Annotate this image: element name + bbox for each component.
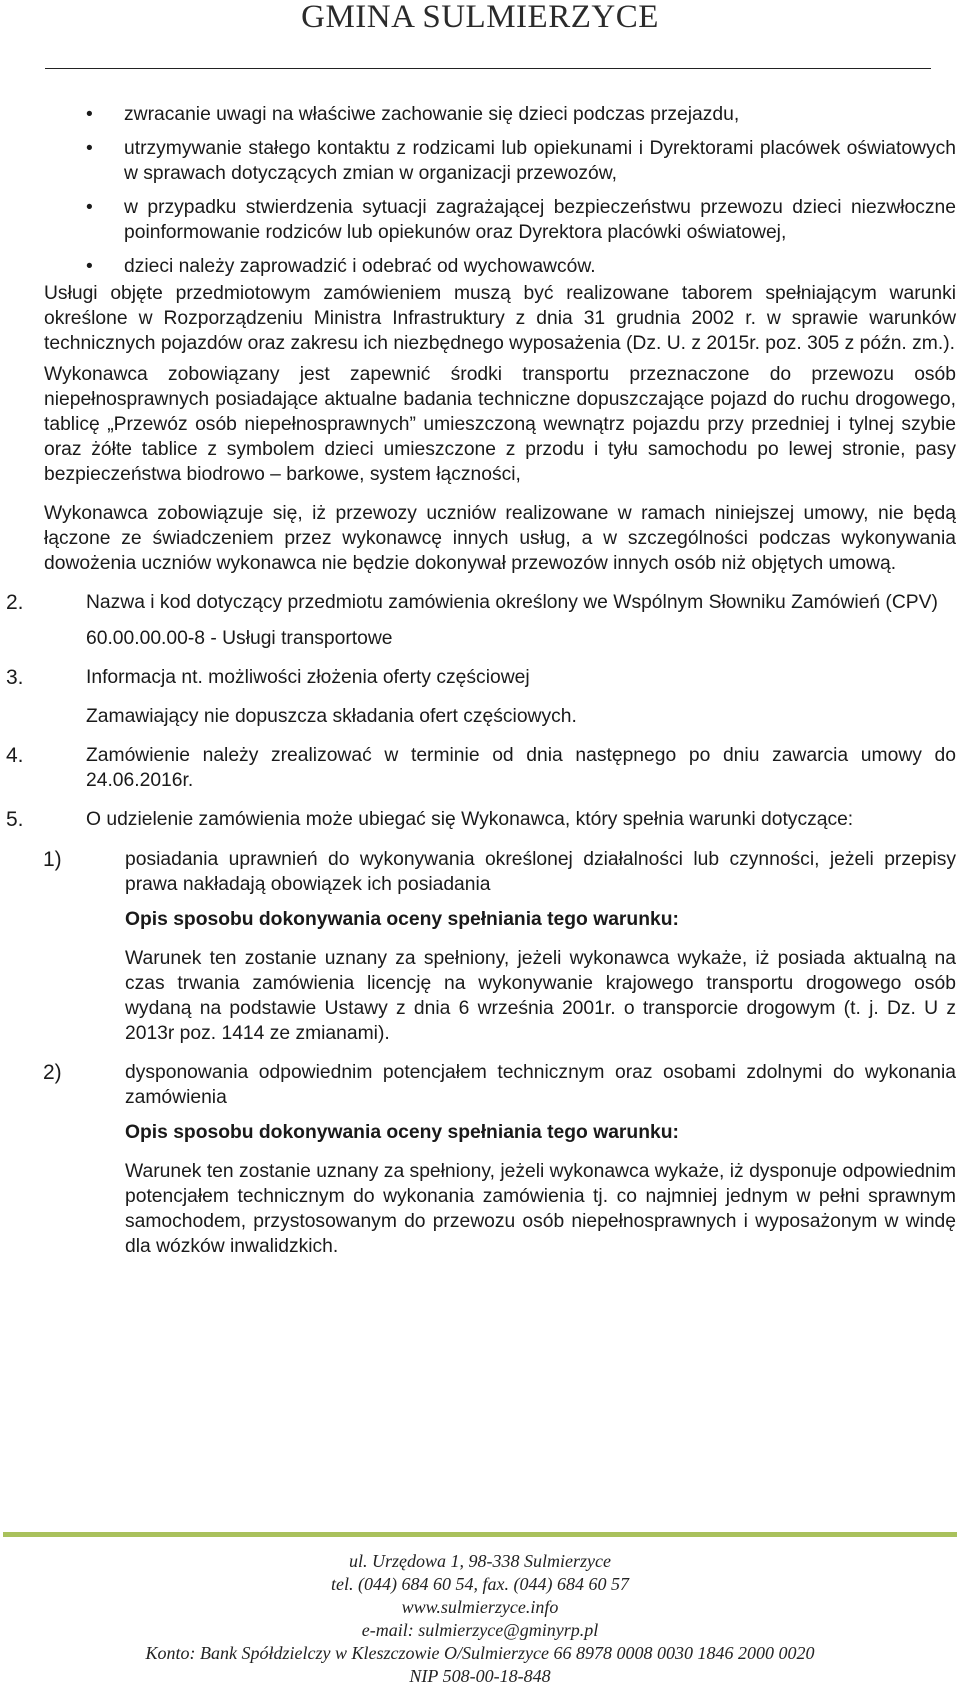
condition-2 [44,1060,956,1259]
list-item [44,195,956,245]
footer-email: e-mail: sulmierzyce@gminyrp.pl [361,1620,599,1640]
section-body: Zamawiający nie dopuszcza składania ofert częściowych. [86,706,577,727]
bullet-icon: • [86,256,93,277]
list-item-text: dzieci należy zaprowadzić i odebrać od wychowawców. [124,256,596,277]
page-footer [0,1550,960,1688]
paragraph-przewozy: Wykonawca zobowiązuje się, iż przewozy uczniów realizowane w ramach niniejszej umowy, nie będą łączone ze świadczeniem przez wykonawcę innych usług, a w szczególności podczas wykonywania dowożenia uczniów wykonawca nie będzie dokonywał przewozów innych osób niż objętych umową. [44,503,956,574]
section-5 [6,807,956,832]
list-item [44,254,956,279]
section-3 [6,665,956,729]
section-4 [6,743,956,793]
list-item-text: utrzymywanie stałego kontaktu z rodzicami lub opiekunami i Dyrektorami placówek oświatowych w sprawach dotyczących zmian w organizacji przewozów, [124,138,956,184]
footer-phone: tel. (044) 684 60 54, fax. (044) 684 60 57 [331,1574,629,1594]
list-item [44,102,956,127]
section-number: 5. [6,808,24,831]
document-body [6,102,956,1259]
section-number: 4. [6,744,24,767]
footer-divider [3,1532,957,1537]
page-header-title: GMINA SULMIERZYCE [301,0,659,35]
section-title: Informacja nt. możliwości złożenia oferty częściowej [86,667,530,688]
section-title: Zamówienie należy zrealizować w terminie od dnia następnego po dniu zawarcia umowy do 24.06.2016r. [86,745,956,791]
list-item-text: w przypadku stwierdzenia sytuacji zagrażającej bezpieczeństwu przewozu dzieci niezwłoczne poinformowanie rodziców lub opiekunów oraz Dyrektora placówki oświatowej, [124,197,956,243]
condition-title: posiadania uprawnień do wykonywania określonej działalności lub czynności, jeżeli przepisy prawa nakładają obowiązek ich posiadania [125,849,956,895]
condition-1 [44,847,956,1046]
footer-bank-account: Konto: Bank Spółdzielczy w Kleszczowie O/Sulmierzyce 66 8978 0008 0030 1846 2000 0020 [145,1643,815,1663]
section-number: 3. [6,666,24,689]
footer-address: ul. Urzędowa 1, 98-338 Sulmierzyce [349,1551,611,1571]
header-divider [45,68,931,69]
condition-body: Warunek ten zostanie uznany za spełniony, jeżeli wykonawca wykaże, iż dysponuje odpowiednim potencjałem technicznym do wykonania zamówienia tj. co najmniej jednym w pełni sprawnym samochodem, przystosowanym do przewozu osób niepełnosprawnych i wyposażonym w windę dla wózków inwalidzkich. [125,1161,956,1257]
condition-number: 1) [43,848,62,871]
section-title: O udzielenie zamówienia może ubiegać się Wykonawca, który spełnia warunki dotyczące: [86,809,854,830]
footer-website: www.sulmierzyce.info [401,1597,559,1617]
condition-title: dysponowania odpowiednim potencjałem technicznym oraz osobami zdolnymi do wykonania zamówienia [125,1062,956,1108]
footer-nip: NIP 508-00-18-848 [409,1666,551,1686]
section-2 [6,590,956,651]
condition-heading: Opis sposobu dokonywania oceny spełniania tego warunku: [125,909,679,930]
condition-body: Warunek ten zostanie uznany za spełniony, jeżeli wykonawca wykaże, iż posiada aktualną na czas trwania zamówienia licencję na wykonywanie krajowego transportu drogowego osób wydaną na podstawie Ustawy z dnia 6 września 2001r. o transporcie drogowym (t. j. Dz. U z 2013r poz. 1414 ze zmianami). [125,948,956,1044]
section-number: 2. [6,591,24,614]
condition-number: 2) [43,1061,62,1084]
bullet-icon: • [86,197,93,218]
paragraph-tabor: Usługi objęte przedmiotowym zamówieniem muszą być realizowane taborem spełniającym warunki określone w Rozporządzeniu Ministra Infrastruktury z dnia 31 grudnia 2002 r. w sprawie warunków technicznych pojazdów oraz zakresu ich niezbędnego wyposażenia (Dz. U. z 2015r. poz. 305 z późn. zm.). [44,283,956,354]
condition-heading: Opis sposobu dokonywania oceny spełniania tego warunku: [125,1122,679,1143]
paragraph-srodki-transportu: Wykonawca zobowiązany jest zapewnić środki transportu przeznaczone do przewozu osób niepełnosprawnych posiadające aktualne badania techniczne dopuszczające pojazd do ruchu drogowego, tablicę „Przewóz osób niepełnosprawnych” umieszczoną wewnątrz pojazdu przy przedniej i tylnej szybie oraz żółte tablice z symbolem dzieci umieszczone z przodu i tyłu samochodu po lewej stronie, pasy bezpieczeństwa biodrowo – barkowe, system łączności, [44,364,956,485]
section-body: 60.00.00.00-8 - Usługi transportowe [86,628,393,649]
bullet-icon: • [86,138,93,159]
list-item-text: zwracanie uwagi na właściwe zachowanie się dzieci podczas przejazdu, [124,104,740,125]
bullet-icon: • [86,104,93,125]
section-title: Nazwa i kod dotyczący przedmiotu zamówienia określony we Wspólnym Słowniku Zamówień (CPV) [86,592,938,613]
list-item [44,136,956,186]
